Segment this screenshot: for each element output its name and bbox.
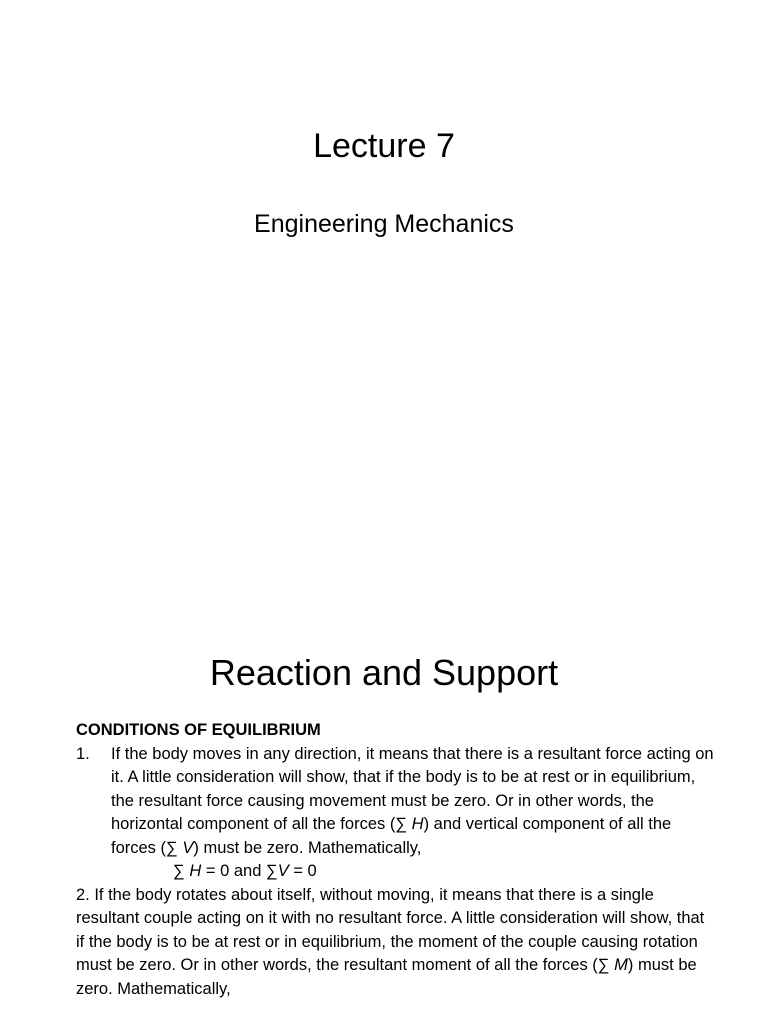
list-number: 1. xyxy=(76,744,90,763)
section-heading: CONDITIONS OF EQUILIBRIUM xyxy=(76,721,321,739)
equation-part: = 0 and ∑ xyxy=(201,862,278,880)
lecture-subtitle: Engineering Mechanics xyxy=(254,210,514,238)
variable-v: V xyxy=(182,838,194,857)
slide-body xyxy=(76,719,716,1001)
variable-h: H xyxy=(411,815,424,833)
text-run: If the body moves in any direction, it means that there is a resultant force acting on it. A little consideration will show, that if the body is to be at rest or in equilibrium, the resultant force causing movement must be zero. Or in other words, the horizontal component of all the forces (∑ xyxy=(111,744,714,833)
list-item-text xyxy=(111,743,716,861)
equation-part: = 0 xyxy=(288,862,317,880)
slide-title: Reaction and Support xyxy=(209,652,559,693)
slide-reaction-support xyxy=(0,624,768,1024)
text-run: ) must be zero. Mathematically, xyxy=(193,838,422,857)
text-run: 2. If the body rotates about itself, without moving, it means that there is a single resultant couple acting on it with no resultant force. A little consideration will show, that if the body is to be at rest or in equilibrium, the moment of the couple causing rotation must be zero. Or in other words, the resultant moment of all the forces (∑ xyxy=(76,885,705,974)
equation-part: ∑ xyxy=(173,862,190,880)
text-run: ) must be zero. Mathematically, xyxy=(76,956,697,998)
lecture-title: Lecture 7 xyxy=(313,127,455,165)
variable-m: M xyxy=(614,956,628,974)
equilibrium-equation xyxy=(173,860,716,884)
equation-variable-v: V xyxy=(277,862,289,880)
text-run: ) and vertical component of all the forces (∑ xyxy=(111,815,672,857)
list-item-2 xyxy=(76,884,716,1002)
list-item-1 xyxy=(76,743,716,861)
equation-variable-h: H xyxy=(189,862,202,880)
